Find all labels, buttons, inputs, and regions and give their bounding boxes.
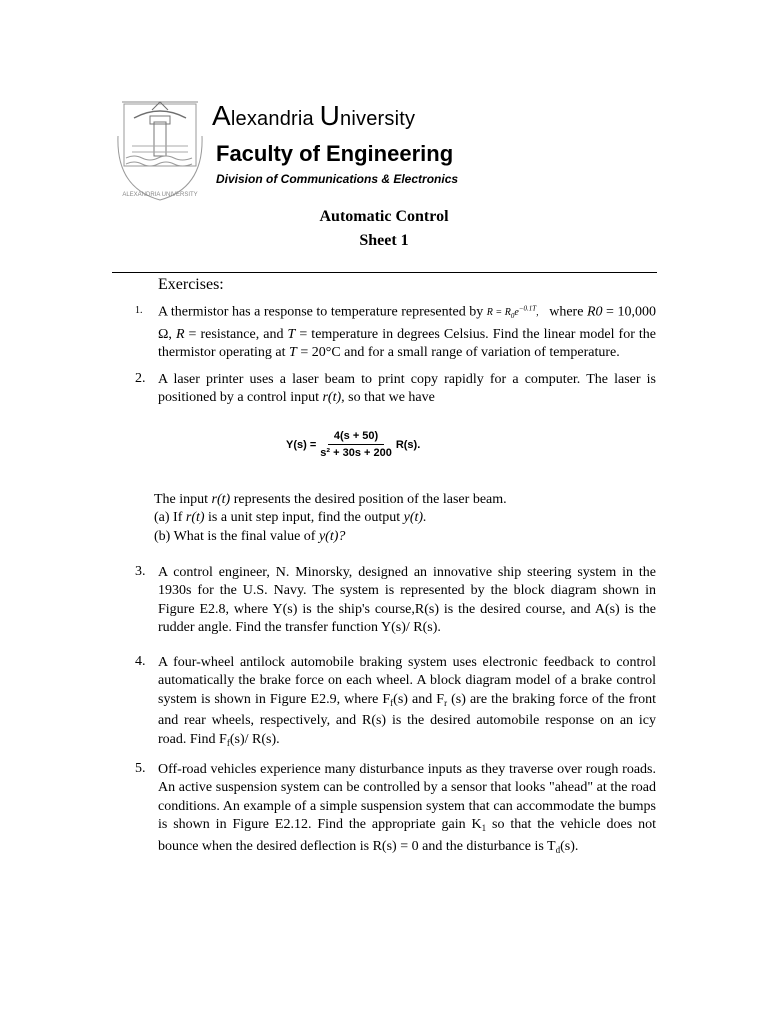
university-logo: [112, 96, 208, 206]
ex2-line2-rt: r(t): [185, 510, 205, 526]
ex1-eq-exp: −0.1T: [518, 305, 537, 313]
sheet-title: Sheet 1: [359, 232, 409, 249]
ex1-T: T: [287, 326, 296, 342]
exercise-2: [158, 371, 656, 408]
ex2-line1-rt: r(t): [211, 492, 231, 507]
ex2-parts: [154, 491, 652, 546]
ex4-text-b: (s) and F: [393, 691, 445, 707]
exercise-4: [158, 654, 656, 752]
ex4-text-c: (s) are the braking force of the front and rear wheels, respectively, and R(s) is the desired automobile response on an icy road. Find F: [158, 691, 656, 747]
ex4-sub-r: r: [444, 697, 448, 708]
university-cap-u: U: [319, 100, 341, 131]
ex4-sub-f2: f: [226, 737, 230, 748]
ex2-text-a: A laser printer uses a laser beam to print copy rapidly for a computer. The laser is positioned by a control input: [158, 372, 656, 406]
ex2-line3: [154, 528, 652, 546]
exercise-5: [158, 761, 656, 859]
ex5-text-c: (s).: [560, 838, 579, 854]
division-name: Division of Communications & Electronics: [216, 172, 459, 186]
ex2-line2-yt: y(t).: [403, 510, 427, 526]
ex2-eq-fraction: [320, 430, 392, 459]
ex1-eq-r: R = R: [486, 307, 511, 319]
exercise-2-number: 2.: [135, 371, 146, 386]
ex2-line2-b: is a unit step input, find the output: [204, 510, 404, 526]
ex2-text-b: so that we have: [344, 390, 435, 406]
exercise-3-number: 3.: [135, 564, 146, 579]
university-part1: lexandria: [230, 108, 320, 130]
ex5-sub-d: d: [555, 844, 561, 855]
ex2-line1-a: The input: [154, 492, 212, 507]
ex4-text-a: A four-wheel antilock automobile braking system uses electronic feedback to control automatically the brake force on each wheel. A block diagram model of a brake control system is shown in Figure E2.9, where F: [158, 655, 656, 707]
ex1-inline-equation: [486, 305, 539, 321]
ex1-text-b: where: [538, 304, 587, 320]
faculty-name: Faculty of Engineering: [216, 141, 454, 166]
ex2-rt: r(t),: [322, 390, 345, 406]
logo-seal-text: ALEXANDRIA UNIVERSITY: [122, 192, 198, 198]
ex1-eq-comma: ,: [536, 307, 539, 319]
exercises-heading: Exercises:: [158, 276, 224, 293]
ex5-text-b: so that the vehicle does not bounce when the desired deflection is R(s) = 0 and the disturbance is T: [158, 817, 656, 854]
exercise-3: A control engineer, N. Minorsky, designed an innovative ship steering system in the 1930s for the U.S. Navy. The system is represented by the block diagram shown in Figure E2.8, where Y(s) is the ship's course,R(s) is the desired course, and A(s) is the rudder angle. Find the transfer function Y(s)/ R(s).: [158, 565, 656, 636]
exercise-4-number: 4.: [135, 654, 146, 669]
ex2-line1-b: represents the desired position of the laser beam.: [230, 492, 507, 507]
exercise-1-number: 1.: [135, 305, 143, 316]
exercise-5-number: 5.: [135, 761, 146, 776]
ex4-sub-f: f: [390, 697, 394, 708]
ex2-line2: [154, 509, 652, 527]
ex2-eq-rhs: R(s).: [395, 438, 421, 451]
ex1-text-f: = 20°C and for a small range of variation of temperature.: [296, 345, 620, 361]
ex2-line3-yt: y(t)?: [318, 528, 346, 544]
university-name: [212, 100, 415, 132]
divider-rule: [112, 272, 657, 273]
ex2-line1: [154, 491, 652, 509]
ex2-eq-denominator: s² + 30s + 200: [320, 447, 392, 459]
ex1-eq-sub0: 0: [510, 312, 515, 321]
ex1-text-e: = temperature in degrees Celsius. Find the linear model for the thermistor operating at: [158, 326, 656, 361]
ex1-R: R: [175, 326, 185, 342]
ex1-text-c: = 10,000 Ω,: [158, 304, 656, 342]
course-title: Automatic Control: [319, 208, 449, 225]
ex2-line2-a: (a) If: [154, 510, 186, 526]
ex1-eq-e: e: [514, 307, 519, 319]
ex4-text-d: (s)/ R(s).: [229, 731, 280, 747]
ex1-text-a: A thermistor has a response to temperature represented by: [158, 304, 487, 320]
ex1-T2: T: [289, 345, 297, 361]
ex5-text-a: Off-road vehicles experience many disturbance inputs as they traverse over rough roads. An active suspension system can be controlled by a sensor that looks "ahead" at the road conditions. An example of a simple suspension system that can accommodate the bumps is shown in Figure E2.12. Find the appropriate gain K: [158, 762, 656, 833]
ex1-r0: R0: [586, 304, 603, 320]
university-cap-a: A: [212, 100, 231, 131]
ex5-sub-1: 1: [481, 823, 487, 834]
ex2-eq-numerator: 4(s + 50): [328, 430, 384, 445]
ex2-eq-lhs: Y(s) =: [286, 438, 317, 451]
ex2-transfer-equation: [286, 430, 420, 459]
ex2-line3-a: (b) What is the final value of: [154, 528, 319, 544]
university-part2: niversity: [340, 108, 416, 130]
exercise-1: [158, 300, 656, 363]
ex1-text-d: = resistance, and: [184, 326, 288, 342]
